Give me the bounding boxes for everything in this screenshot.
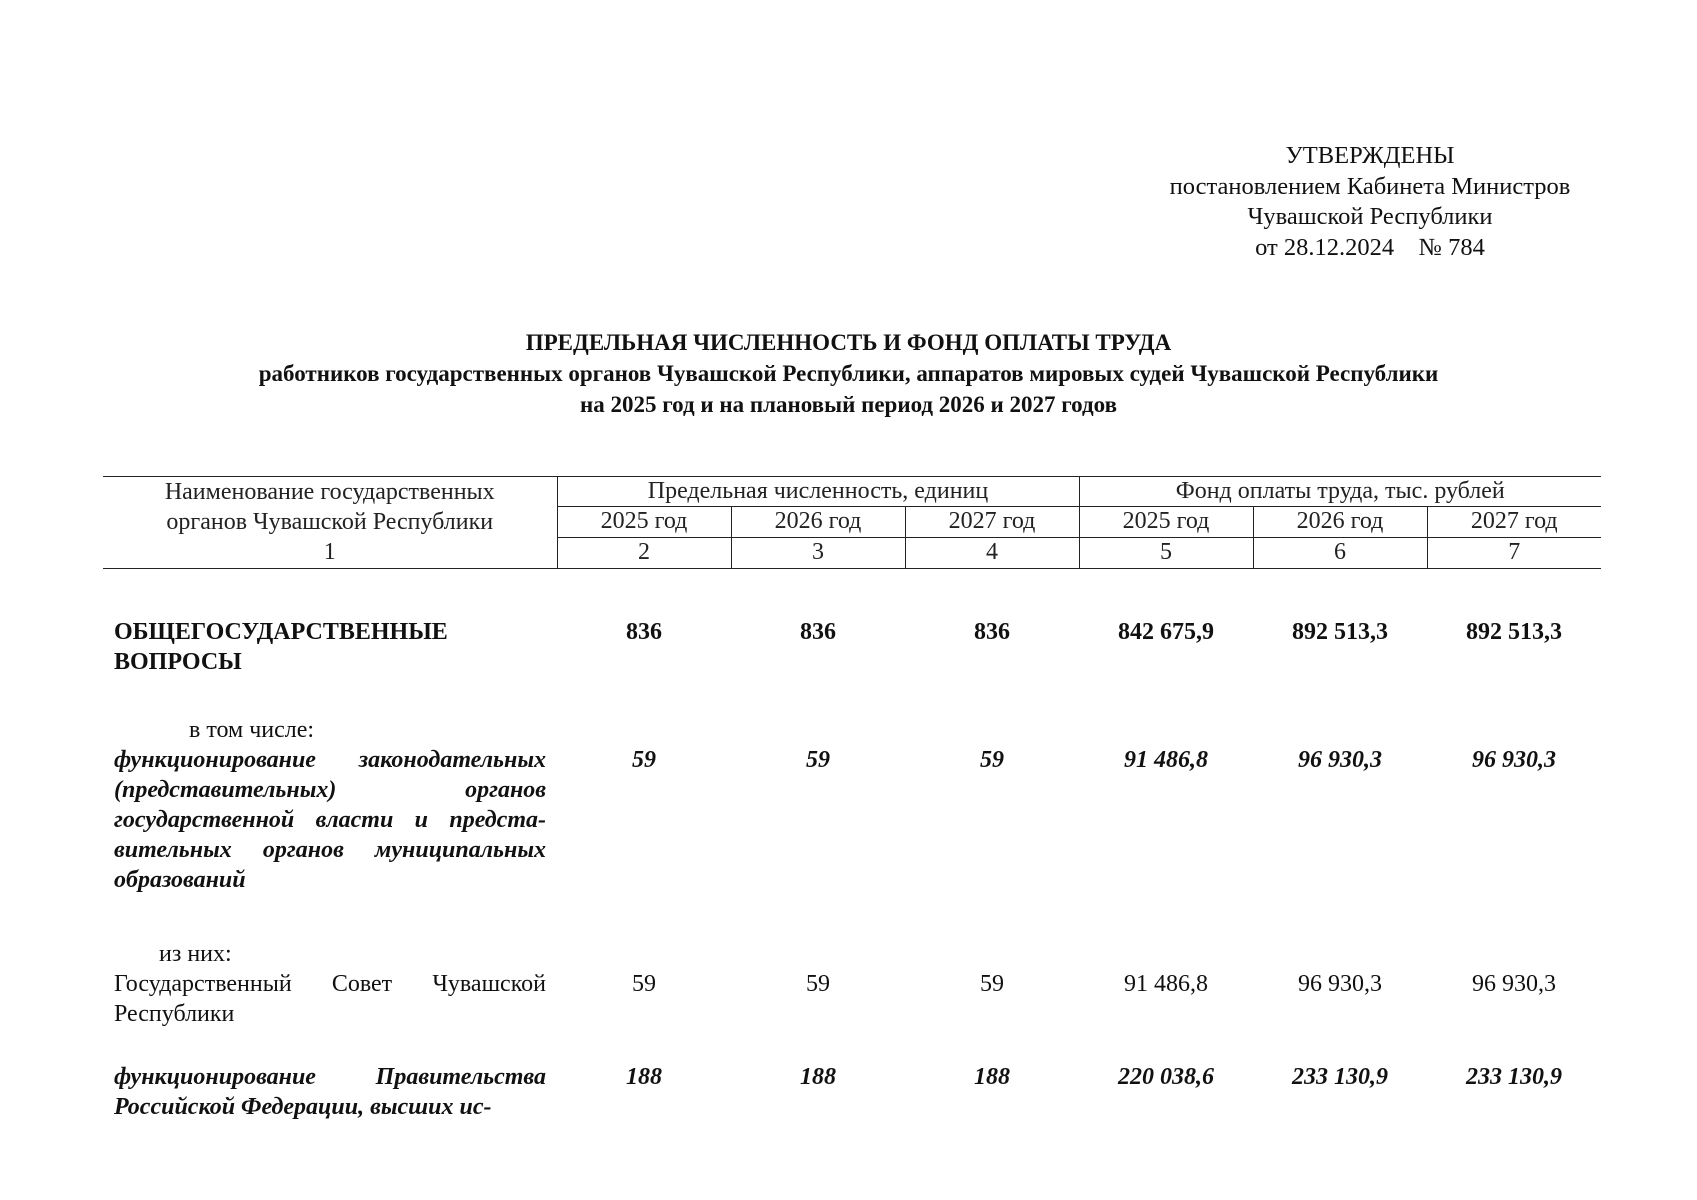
- approval-republic: Чувашской Республики: [1247, 203, 1493, 230]
- value-cell: 220 038,6: [1118, 1063, 1214, 1090]
- year-header: 2025 год: [557, 507, 731, 537]
- payroll-group-header: Фонд оплаты труда, тыс. рублей: [1079, 477, 1601, 507]
- name-header-line-1: Наименование государственных: [164, 479, 495, 505]
- year-header: 2026 год: [731, 507, 905, 537]
- value-cell: 842 675,9: [1118, 618, 1214, 645]
- value-cell: 836: [974, 618, 1010, 645]
- value-cell: 59: [806, 970, 830, 997]
- row-name: функционирование законодательных (представительных) органов государственной власти и представительных органов муниципальных образований: [114, 746, 546, 893]
- headcount-payroll-table: [103, 476, 1601, 1122]
- value-cell: 59: [632, 970, 656, 997]
- column-number: 3: [731, 537, 905, 568]
- row-name: функционирование Правительства Российской Федерации, высших ис-: [114, 1063, 546, 1120]
- column-number: 5: [1079, 537, 1253, 568]
- row-prefix: в том числе:: [189, 716, 315, 743]
- column-number: 7: [1427, 537, 1601, 568]
- document-title: [0, 327, 1697, 420]
- approval-date-number: от 28.12.2024 № 784: [1255, 233, 1485, 261]
- row-prefix: из них:: [159, 940, 232, 967]
- value-cell: 188: [800, 1063, 836, 1090]
- year-header: 2026 год: [1253, 507, 1427, 537]
- row-name-cell: [103, 715, 557, 939]
- column-number: 1: [103, 537, 557, 568]
- value-cell: 59: [632, 746, 656, 773]
- year-header: 2025 год: [1079, 507, 1253, 537]
- year-header: 2027 год: [905, 507, 1079, 537]
- title-line-1: ПРЕДЕЛЬНАЯ ЧИСЛЕННОСТЬ И ФОНД ОПЛАТЫ ТРУДА: [525, 330, 1172, 355]
- value-cell: 892 513,3: [1292, 618, 1388, 645]
- value-cell: 188: [626, 1063, 662, 1090]
- title-line-3: на 2025 год и на плановый период 2026 и 2027 годов: [580, 392, 1117, 417]
- row-name: Государственный Совет Чувашской Республики: [114, 970, 546, 1027]
- value-cell: 233 130,9: [1292, 1063, 1388, 1090]
- column-number: 2: [557, 537, 731, 568]
- value-cell: 59: [806, 746, 830, 773]
- row-name-cell: [103, 939, 557, 1062]
- column-number: 4: [905, 537, 1079, 568]
- value-cell: 836: [626, 618, 662, 645]
- headcount-group-header: Предельная численность, единиц: [557, 477, 1079, 507]
- value-cell: 892 513,3: [1466, 618, 1563, 645]
- value-cell: 91 486,8: [1124, 970, 1208, 997]
- value-cell: 96 930,3: [1298, 970, 1382, 997]
- value-cell: 233 130,9: [1466, 1063, 1563, 1090]
- column-number: 6: [1253, 537, 1427, 568]
- name-column-header: [103, 477, 557, 538]
- value-cell: 59: [980, 746, 1004, 773]
- value-cell: 91 486,8: [1124, 746, 1208, 773]
- table-row: [103, 715, 1601, 939]
- title-line-2: работников государственных органов Чувашской Республики, аппаратов мировых судей Чувашской Республики: [258, 361, 1439, 386]
- value-cell: 96 930,3: [1472, 746, 1557, 773]
- value-cell: 96 930,3: [1472, 970, 1557, 997]
- value-cell: 188: [974, 1063, 1010, 1090]
- row-name: ОБЩЕГОСУДАРСТВЕННЫЕ ВОПРОСЫ: [114, 618, 448, 675]
- table-row: [103, 568, 1601, 715]
- table-row: [103, 939, 1601, 1062]
- name-header-line-2: органов Чувашской Республики: [166, 509, 494, 535]
- table-row: [103, 1062, 1601, 1122]
- value-cell: 96 930,3: [1298, 746, 1382, 773]
- approval-block: [1140, 141, 1600, 263]
- year-header: 2027 год: [1427, 507, 1601, 537]
- approval-authority: постановлением Кабинета Министров: [1169, 172, 1571, 200]
- value-cell: 59: [980, 970, 1004, 997]
- value-cell: 836: [800, 618, 836, 645]
- approval-heading: УТВЕРЖДЕНЫ: [1285, 142, 1455, 169]
